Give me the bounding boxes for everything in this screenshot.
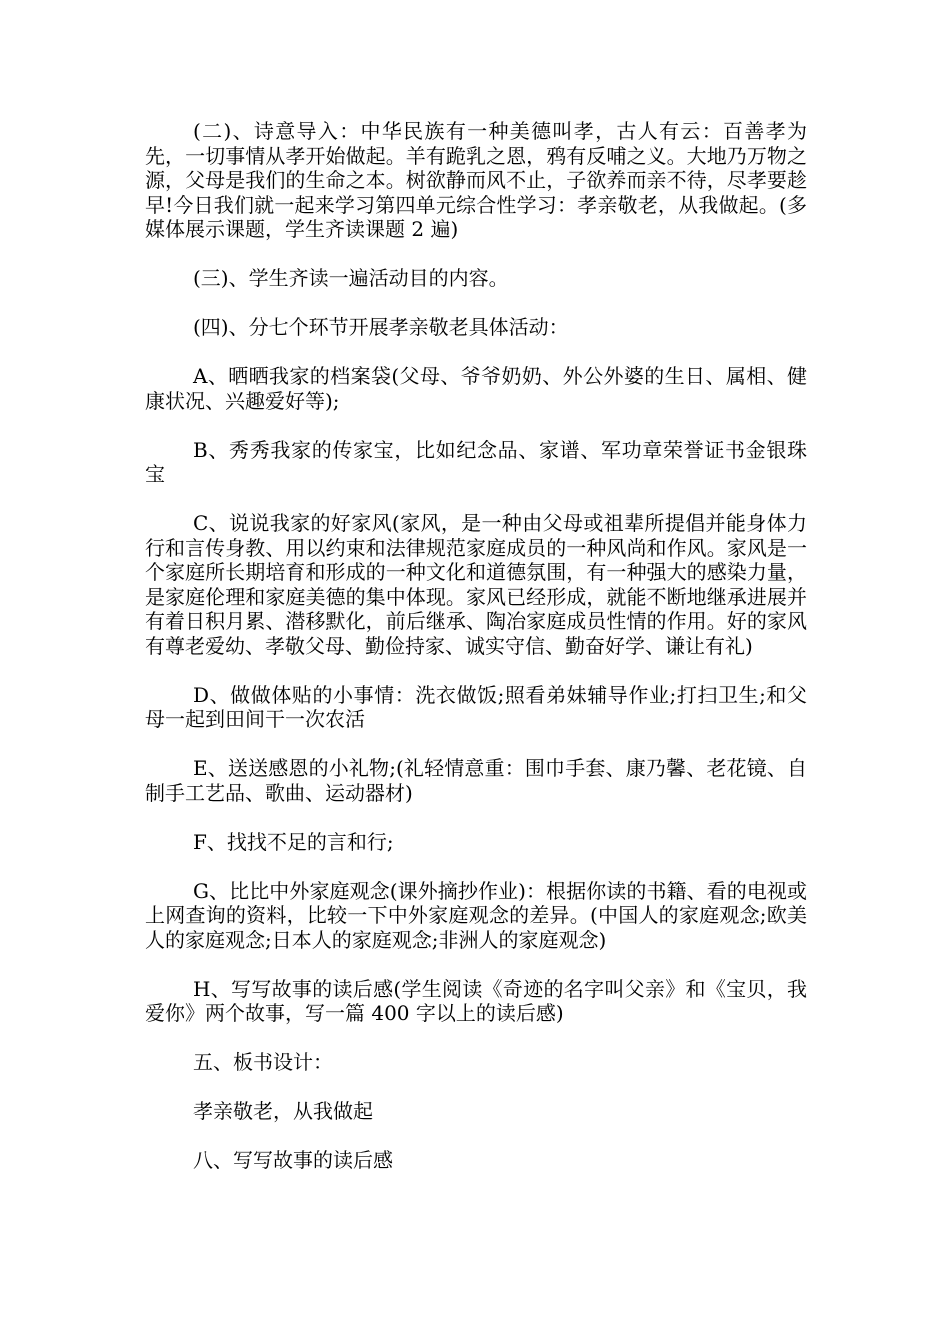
paragraph-activity-c: C、说说我家的好家风(家风，是一种由父母或祖辈所提倡并能身体力行和言传身教、用以约束和法律规范家庭成员的一种风尚和作风。家风是一个家庭所长期培育和形成的一种文化和道德氛围，有一种强大的感染力量，是家庭伦理和家庭美德的集中体现。家风已经形成，就能不断地继承进展并有着日积月累、潜移默化，前后继承、陶冶家庭成员性情的作用。好的家风有尊老爱幼、孝敬父母、勤俭持家、诚实守信、勤奋好学、谦让有礼)	[145, 511, 807, 658]
paragraph-poetic-intro: (二)、诗意导入：中华民族有一种美德叫孝，古人有云：百善孝为先，一切事情从孝开始做起。羊有跪乳之恩，鸦有反哺之义。大地乃万物之源，父母是我们的生命之本。树欲静而风不止，子欲养而亲不待，尽孝要趁早!今日我们就一起来学习第四单元综合性学习：孝亲敬老，从我做起。(多媒体展示课题，学生齐读课题 2 遍)	[145, 119, 807, 241]
paragraph-activity-a: A、晒晒我家的档案袋(父母、爷爷奶奶、外公外婆的生日、属相、健康状况、兴趣爱好等);	[145, 364, 807, 413]
paragraph-activity-f: F、找找不足的言和行;	[193, 829, 394, 854]
paragraph-activity-b: B、秀秀我家的传家宝，比如纪念品、家谱、军功章荣誉证书金银珠宝	[145, 437, 807, 486]
paragraph-activity-g: G、比比中外家庭观念(课外摘抄作业)：根据你读的书籍、看的电视或上网查询的资料，比较一下中外家庭观念的差异。(中国人的家庭观念;欧美人的家庭观念;日本人的家庭观念;非洲人的家庭观念)	[145, 878, 807, 952]
paragraph-board-title: 孝亲敬老，从我做起	[193, 1099, 373, 1123]
paragraph-seven-activities: (四)、分七个环节开展孝亲敬老具体活动：	[193, 315, 569, 339]
paragraph-activity-d: D、做做体贴的小事情：洗衣做饭;照看弟妹辅导作业;打扫卫生;和父母一起到田间干一次农活	[145, 682, 807, 731]
paragraph-read-goals: (三)、学生齐读一遍活动目的内容。	[193, 266, 509, 290]
paragraph-activity-e: E、送送感恩的小礼物;(礼轻情意重：围巾手套、康乃馨、老花镜、自制手工艺品、歌曲、运动器材)	[145, 756, 807, 805]
document-page	[145, 119, 807, 1197]
paragraph-activity-h: H、写写故事的读后感(学生阅读《奇迹的名字叫父亲》和《宝贝，我爱你》两个故事，写一篇 400 字以上的读后感)	[145, 976, 807, 1025]
paragraph-section-eight: 八、写写故事的读后感	[193, 1148, 393, 1172]
paragraph-board-design-heading: 五、板书设计：	[193, 1050, 333, 1074]
